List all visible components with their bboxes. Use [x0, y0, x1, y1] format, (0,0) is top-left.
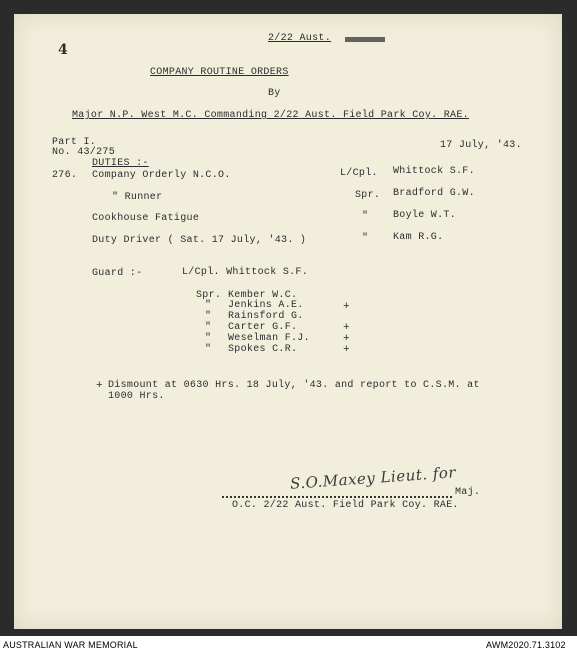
guard-member-prefix: " [205, 344, 212, 355]
signature-rank: Maj. [455, 487, 481, 498]
handwritten-page-number: 4 [58, 42, 69, 58]
guard-member-name: Weselman F.J. [228, 333, 310, 344]
by-line: By [268, 88, 281, 99]
guard-member-prefix: Spr. [196, 290, 222, 301]
guard-label: Guard :- [92, 268, 143, 279]
footer-source: AUSTRALIAN WAR MEMORIAL [3, 640, 138, 650]
footer-reference: AWM2020.71.3102 [486, 640, 566, 650]
duty-rank: " [362, 211, 369, 222]
duty-name: Whittock S.F. [393, 166, 475, 177]
duty-name: Kam R.G. [393, 232, 444, 243]
guard-member-name: Carter G.F. [228, 322, 298, 333]
guard-member-mark: + [343, 333, 350, 345]
commander-line: Major N.P. West M.C. Commanding 2/22 Aust. Field Park Coy. RAE. [72, 110, 469, 121]
guard-member-prefix: " [205, 311, 212, 322]
handwritten-signature: S.O.Maxey Lieut. for [289, 463, 457, 493]
guard-member-name: Spokes C.R. [228, 344, 298, 355]
signature-title: O.C. 2/22 Aust. Field Park Coy. RAE. [232, 500, 459, 511]
guard-member-mark: + [343, 344, 350, 356]
duty-label: Cookhouse Fatigue [92, 213, 200, 224]
duty-rank: " [362, 233, 369, 244]
duty-label: Duty Driver ( Sat. 17 July, '43. ) [92, 235, 307, 246]
item-number: 276. [52, 170, 78, 181]
document-title: COMPANY ROUTINE ORDERS [150, 67, 289, 78]
unit-header: 2/22 Aust. [268, 33, 332, 44]
duty-name: Bradford G.W. [393, 188, 475, 199]
guard-member-name: Kember W.C. [228, 290, 298, 301]
note-line-1: Dismount at 0630 Hrs. 18 July, '43. and report to C.S.M. at [108, 380, 480, 391]
redacted-stamp [345, 37, 385, 42]
guard-member-mark: + [343, 322, 350, 334]
guard-member-name: Jenkins A.E. [228, 300, 304, 311]
guard-member-name: Rainsford G. [228, 311, 304, 322]
duty-label: Company Orderly N.C.O. [92, 170, 231, 181]
guard-member-prefix: " [205, 333, 212, 344]
order-date: 17 July, '43. [440, 140, 522, 151]
guard-commander: L/Cpl. Whittock S.F. [182, 267, 309, 278]
note-line-2: 1000 Hrs. [108, 391, 165, 402]
guard-member-prefix: " [205, 300, 212, 311]
guard-member-prefix: " [205, 322, 212, 333]
signature-dotted-line [222, 496, 452, 498]
duties-heading: DUTIES :- [92, 158, 149, 169]
duty-name: Boyle W.T. [393, 210, 457, 221]
note-mark: + [96, 380, 103, 392]
duty-rank: Spr. [355, 190, 381, 201]
duty-rank: L/Cpl. [340, 168, 378, 179]
duty-label: " Runner [112, 192, 163, 203]
order-number: No. 43/275 [52, 147, 116, 158]
part-label: Part I. [52, 137, 97, 148]
guard-member-mark: + [343, 301, 350, 313]
